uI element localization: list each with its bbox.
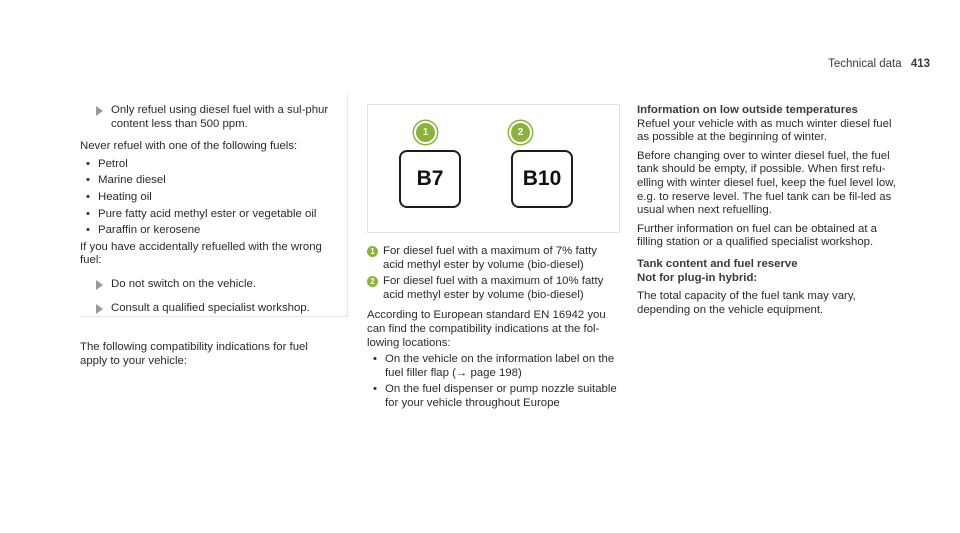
legend-number: 2: [367, 276, 378, 287]
legend-number: 1: [367, 246, 378, 257]
compatibility-intro: The following compatibility indications for fuel apply to your vehicle:: [80, 341, 308, 367]
instruction-text: Do not switch on the vehicle.: [111, 277, 256, 290]
heading-low-temperatures: Information on low outside temperatures: [637, 104, 858, 116]
list-item: • On the vehicle on the information label on the fuel filler flap (→ page 198): [367, 353, 621, 380]
fuel-label-b7: B7: [399, 150, 461, 208]
list-item: • Marine diesel: [80, 174, 325, 188]
arrow-icon: [96, 106, 103, 116]
list-item: • On the fuel dispenser or pump nozzle suitable for your vehicle throughout Europe: [367, 383, 621, 410]
column-1: [80, 104, 345, 368]
column-3: [637, 104, 905, 317]
paragraph: Refuel your vehicle with as much winter diesel fuel as possible at the beginning of winter.: [637, 117, 892, 144]
instruction-1: [80, 104, 345, 131]
legend-item-2: [367, 275, 627, 302]
fuel-list: [80, 158, 325, 238]
paragraph: The total capacity of the fuel tank may vary, depending on the vehicle equipment.: [637, 290, 856, 316]
list-item: • Petrol: [80, 158, 325, 172]
paragraph: Before changing over to winter diesel fuel, the fuel tank should be empty, if possible. When first refu-elling with winter diesel fuel, keep the fuel level low, e.g. to reserve level. The fuel tank can be fil-led as usual when next refuelling.: [637, 149, 896, 217]
fuels-intro: Never refuel with one of the following fuels:: [80, 140, 298, 153]
legend-text: For diesel fuel with a maximum of 10% fatty acid methyl ester by volume (bio-diesel): [383, 275, 604, 301]
standard-text: According to European standard EN 16942 you can find the compatibility indications at the fol-lowing locations:: [367, 309, 606, 349]
heading-not-plugin: Not for plug-in hybrid:: [637, 271, 758, 284]
list-item: • Heating oil: [80, 191, 325, 205]
instruction-text: Consult a qualified specialist workshop.: [111, 301, 310, 314]
list-item: • Pure fatty acid methyl ester or vegetable oil: [80, 208, 325, 222]
callout-2: 2: [509, 121, 532, 144]
legend-text: For diesel fuel with a maximum of 7% fatty acid methyl ester by volume (bio-diesel): [383, 245, 597, 271]
fuel-label-b10: B10: [511, 150, 573, 208]
arrow-icon: [96, 304, 103, 314]
fuel-label-figure: [367, 104, 620, 233]
page-number: 413: [910, 58, 930, 70]
legend-item-1: [367, 245, 627, 272]
section-title: Technical data: [828, 58, 902, 70]
callout-1: 1: [414, 121, 437, 144]
list-item: • Paraffin or kerosene: [80, 224, 325, 238]
arrow-icon: [96, 280, 103, 290]
instruction-2: [80, 278, 345, 292]
location-list: [367, 353, 621, 410]
wrong-fuel-text: If you have accidentally refuelled with the wrong fuel:: [80, 240, 322, 267]
column-2: [367, 245, 627, 414]
instruction-text: Only refuel using diesel fuel with a sul-phur content less than 500 ppm.: [111, 104, 329, 130]
heading-tank-content: Tank content and fuel reserve: [637, 257, 798, 270]
paragraph: Further information on fuel can be obtained at a filling station or a qualified specialist workshop.: [637, 222, 877, 249]
instruction-3: [80, 302, 345, 316]
page-header: [828, 58, 930, 72]
